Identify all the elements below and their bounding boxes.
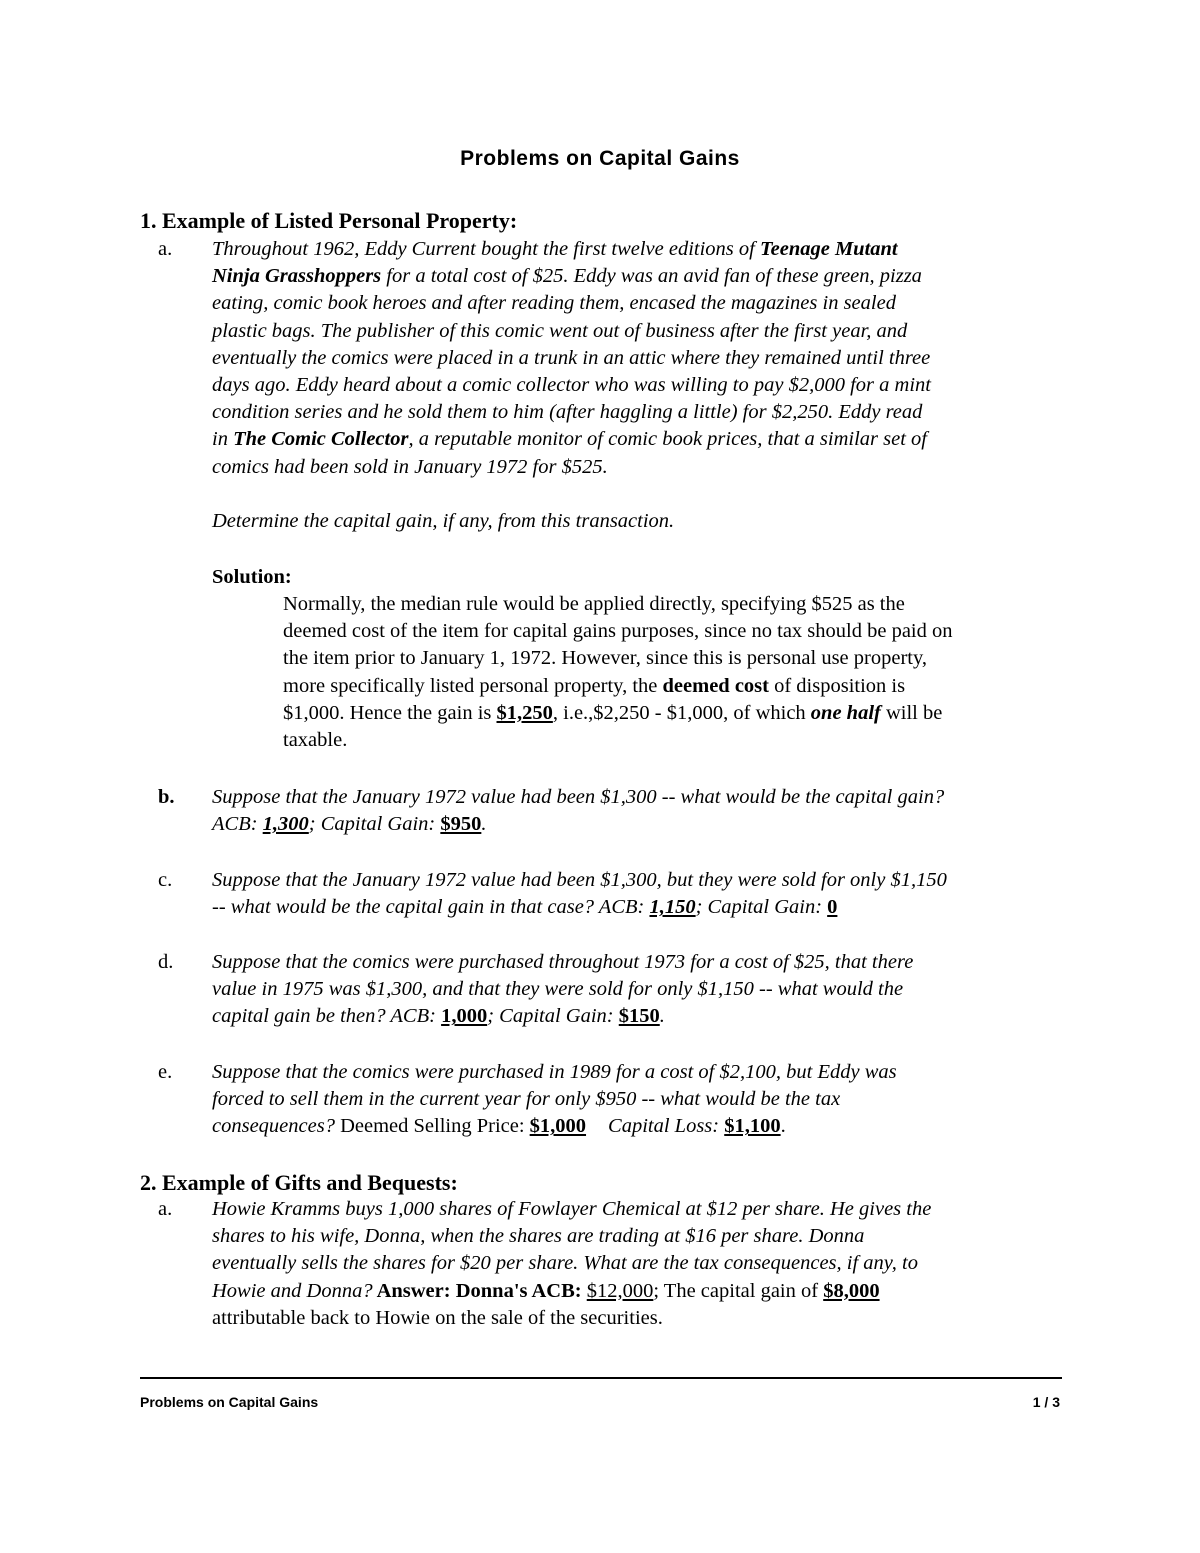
item-a-problem: Throughout 1962, Eddy Current bought the first twelve editions of Teenage Mutant Ninja Grasshoppers for a total cost of $25. Eddy was an avid fan of these green, pizza eating, comic book heroes and after reading them, encased the magazines in sealed plastic bags. The publisher of this comic went out of business after the first year, and eventually the comics were placed in a trunk in an attic where they remained until three days ago. Eddy heard about a comic collector who was willing to pay $2,000 for a mint condition series and he sold them to him (after haggling a little) for $2,250. Eddy read in The Comic Collector, a reputable monitor of comic book prices, that a similar set of comics had been sold in January 1972 for $525. — [212, 238, 931, 478]
section-1-heading: 1. Example of Listed Personal Property: — [140, 208, 518, 233]
item-a-question: Determine the capital gain, if any, from this transaction. — [212, 510, 675, 532]
footer-title: Problems on Capital Gains — [140, 1394, 319, 1410]
item-e-label: e. — [158, 1061, 173, 1083]
item-b-label: b. — [158, 786, 175, 808]
solution-label: Solution: — [212, 566, 292, 588]
footer-page-number: 1 / 3 — [1032, 1394, 1060, 1410]
item-d-label: d. — [158, 951, 174, 973]
item-a-label: a. — [158, 238, 173, 260]
item-2a-label: a. — [158, 1198, 173, 1220]
item-2a-problem: Howie Kramms buys 1,000 shares of Fowlayer Chemical at $12 per share. He gives the shares to his wife, Donna, when the shares are trading at $16 per share. Donna eventually sells the shares for $20 per share. What are the tax consequences, if any, to Howie and Donna? Answer: Donna's ACB: $12,000; The capital gain of $8,000 attributable back to Howie on the sale of the securities. — [212, 1198, 932, 1329]
item-d-problem: Suppose that the comics were purchased throughout 1973 for a cost of $25, that there value in 1975 was $1,300, and that they were sold for only $1,150 -- what would the capital gain be then? ACB: 1,000; Capital Gain: $150. — [212, 951, 914, 1028]
item-b-problem: Suppose that the January 1972 value had been $1,300 -- what would be the capital gain? ACB: 1,300; Capital Gain: $950. — [212, 786, 945, 836]
item-c-problem: Suppose that the January 1972 value had been $1,300, but they were sold for only $1,150 -- what would be the capital gain in that case? ACB: 1,150; Capital Gain: 0 — [212, 869, 947, 919]
solution-text: Normally, the median rule would be applied directly, specifying $525 as the deemed cost of the item for capital gains purposes, since no tax should be paid on the item prior to January 1, 1972. However, since this is personal use property, more specifically listed personal property, the deemed cost of disposition is $1,000. Hence the gain is $1,250, i.e.,$2,250 - $1,000, of which one half will be taxable. — [283, 593, 953, 752]
item-c-label: c. — [158, 869, 173, 891]
section-2-heading: 2. Example of Gifts and Bequests: — [140, 1170, 458, 1195]
footer-rule — [140, 1377, 1062, 1379]
page-title: Problems on Capital Gains — [460, 147, 740, 170]
item-e-problem: Suppose that the comics were purchased in 1989 for a cost of $2,100, but Eddy was forced to sell them in the current year for only $950 -- what would be the tax consequences? Deemed Selling Price: $1,000 Capital Loss: $1,100. — [212, 1061, 897, 1138]
